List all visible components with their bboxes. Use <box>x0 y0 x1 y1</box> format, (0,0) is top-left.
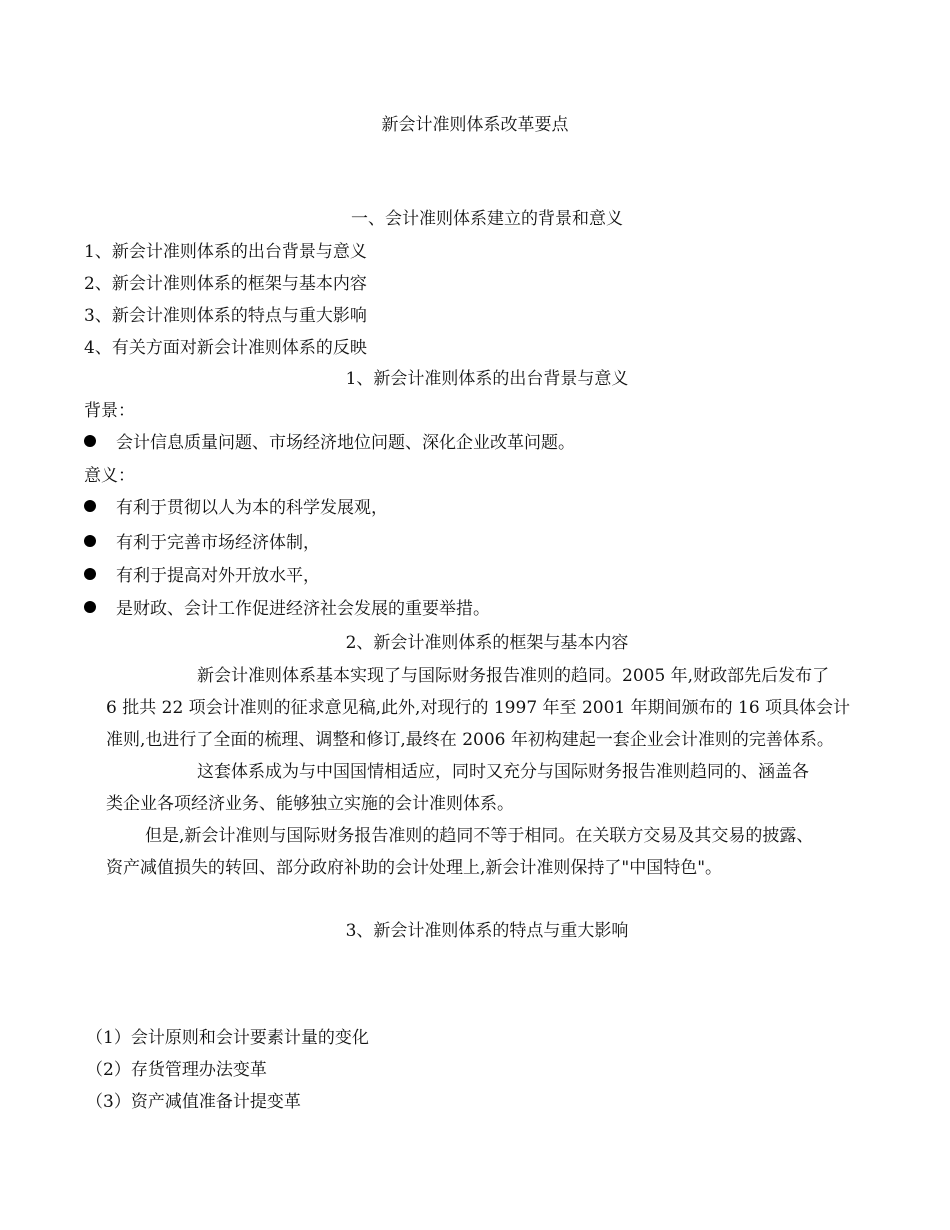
toc-item: 3、新会计准则体系的特点与重大影响 <box>84 306 367 326</box>
background-list-item <box>84 432 575 454</box>
significance-list-item <box>84 532 320 554</box>
significance-item-text: 有利于完善市场经济体制， <box>116 533 320 553</box>
bullet-icon <box>84 568 96 580</box>
list-item: （1）会计原则和会计要素计量的变化 <box>86 1028 369 1048</box>
toc-item: 2、新会计准则体系的框架与基本内容 <box>84 274 367 294</box>
section-one-heading: 一、会计准则体系建立的背景和意义 <box>351 209 623 229</box>
paragraph-line: 准则,也进行了全面的梳理、调整和修订,最终在 2006 年初构建起一套企业会计准则的完善体系。 <box>106 730 834 750</box>
significance-list-item <box>84 497 388 519</box>
toc-item: 1、新会计准则体系的出台背景与意义 <box>84 242 367 262</box>
paragraph-line: 资产减值损失的转回、部分政府补助的会计处理上,新会计准则保持了"中国特色"。 <box>106 858 723 878</box>
significance-item-text: 有利于贯彻以人为本的科学发展观， <box>116 498 388 518</box>
paragraph-line: 这套体系成为与中国国情相适应，同时又充分与国际财务报告准则趋同的、涵盖各 <box>197 762 809 782</box>
paragraph-line: 6 批共 22 项会计准则的征求意见稿,此外,对现行的 1997 年至 2001 年期间颁布的 16 项具体会计 <box>106 698 851 718</box>
list-item: （3）资产减值准备计提变革 <box>86 1092 301 1112</box>
significance-item-text: 是财政、会计工作促进经济社会发展的重要举措。 <box>116 599 490 619</box>
list-item: （2）存货管理办法变革 <box>86 1060 267 1080</box>
subsection-1-heading: 1、新会计准则体系的出台背景与意义 <box>345 369 629 389</box>
paragraph-line: 但是,新会计准则与国际财务报告准则的趋同不等于相同。在关联方交易及其交易的披露、 <box>145 826 814 846</box>
bullet-icon <box>84 535 96 547</box>
background-label: 背景： <box>84 401 135 421</box>
significance-item-text: 有利于提高对外开放水平， <box>116 566 320 586</box>
toc-item: 4、有关方面对新会计准则体系的反映 <box>84 338 367 358</box>
bullet-icon <box>84 601 96 613</box>
paragraph-line: 新会计准则体系基本实现了与国际财务报告准则的趋同。2005 年,财政部先后发布了 <box>197 666 830 686</box>
significance-label: 意义： <box>84 466 135 486</box>
subsection-3-heading: 3、新会计准则体系的特点与重大影响 <box>345 921 629 941</box>
paragraph-line: 类企业各项经济业务、能够独立实施的会计准则体系。 <box>106 794 514 814</box>
document-title: 新会计准则体系改革要点 <box>381 115 569 135</box>
significance-list-item <box>84 598 490 620</box>
subsection-2-heading: 2、新会计准则体系的框架与基本内容 <box>345 633 629 653</box>
bullet-icon <box>84 435 96 447</box>
background-item-text: 会计信息质量问题、市场经济地位问题、深化企业改革问题。 <box>116 433 575 453</box>
significance-list-item <box>84 565 320 587</box>
bullet-icon <box>84 500 96 512</box>
